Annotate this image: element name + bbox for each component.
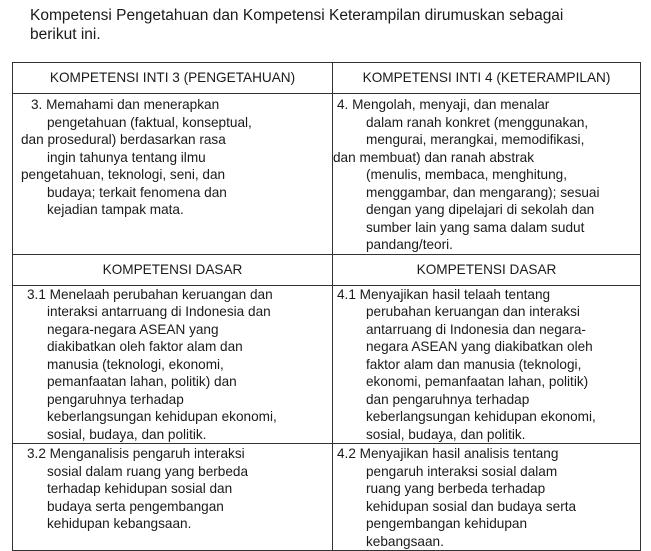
ki3-line: dan prosedural) berdasarkan rasa xyxy=(21,132,226,147)
table-row xyxy=(13,94,641,255)
kd41-line: perubahan keruangan dan interaksi xyxy=(366,304,580,319)
kd32-line: budaya serta pengembangan xyxy=(47,498,224,514)
kd42-line: pengaruh interaksi sosial dalam xyxy=(366,463,558,479)
kd41-line: faktor alam dan manusia (teknologi, xyxy=(366,356,582,372)
kd31-cell xyxy=(13,285,333,444)
kd41-line: sosial, budaya, dan politik. xyxy=(366,426,526,442)
kd42-line: pengembangan kehidupan xyxy=(366,516,528,531)
kd41-line: antarruang di Indonesia dan negara- xyxy=(366,321,586,337)
intro-paragraph xyxy=(30,6,630,44)
kd32-cell xyxy=(13,444,333,551)
kd41-line: 4.1 Menyajikan hasil telaah tentang xyxy=(337,286,551,302)
kd31-line: pemanfaatan lahan, politik) dan xyxy=(47,374,237,389)
ki4-line: 4. Mengolah, menyaji, dan menalar xyxy=(337,97,550,112)
competency-table xyxy=(12,62,641,551)
kd41-line: keberlangsungan kehidupan ekonomi, xyxy=(366,409,596,424)
ki3-cell xyxy=(13,94,333,255)
kd42-line: kehidupan sosial dan budaya serta xyxy=(366,498,577,514)
ki3-line: budaya; terkait fenomena dan xyxy=(47,184,227,200)
kd31-line: manusia (teknologi, ekonomi, xyxy=(47,356,224,372)
kd31-line: keberlangsungan kehidupan ekonomi, xyxy=(47,409,277,424)
table-row xyxy=(13,254,641,285)
ki4-cell xyxy=(333,94,641,255)
kd31-line: 3.1 Menelaah perubahan keruangan dan xyxy=(27,286,273,302)
kd31-line: pengaruhnya terhadap xyxy=(47,391,184,407)
ki4-line: dalam ranah konkret (menggunakan, xyxy=(366,114,589,130)
header-kd-left: KOMPETENSI DASAR xyxy=(13,254,333,285)
ki4-line: dengan yang dipelajari di sekolah dan xyxy=(366,202,595,217)
ki4-line: sumber lain yang sama dalam sudut xyxy=(366,219,585,235)
ki3-line: ingin tahunya tentang ilmu xyxy=(47,149,206,165)
kd42-line: kebangsaan. xyxy=(366,533,444,549)
kd32-line: 3.2 Menganalisis pengaruh interaksi xyxy=(27,446,245,461)
kd42-line: 4.2 Menyajikan hasil analisis tentang xyxy=(337,446,559,461)
ki3-line: pengetahuan (faktual, konseptual, xyxy=(47,114,252,130)
kd32-line: terhadap kehidupan sosial dan xyxy=(47,481,233,496)
ki4-line: (menulis, membaca, menghitung, xyxy=(366,167,567,182)
kd31-line: interaksi antarruang di Indonesia dan xyxy=(47,304,271,319)
kd41-line: ekonomi, pemanfaatan lahan, politik) xyxy=(366,374,589,389)
kd41-line: negara ASEAN yang diakibatkan oleh xyxy=(366,339,593,354)
header-ki4: KOMPETENSI INTI 4 (KETERAMPILAN) xyxy=(333,63,641,94)
ki3-line: kejadian tampak mata. xyxy=(47,202,184,217)
kd31-line: negara-negara ASEAN yang xyxy=(47,321,219,337)
kd32-line: kehidupan kebangsaan. xyxy=(47,516,192,531)
ki4-line: mengurai, merangkai, memodifikasi, xyxy=(366,132,585,147)
table-row xyxy=(13,63,641,94)
intro-line-1: Kompetensi Pengetahuan dan Kompetensi Keterampilan dirumuskan sebagai xyxy=(30,7,564,24)
kd32-line: sosial dalam ruang yang berbeda xyxy=(47,463,249,479)
header-ki3: KOMPETENSI INTI 3 (PENGETAHUAN) xyxy=(13,63,333,94)
ki4-line: menggambar, dan mengarang); sesuai xyxy=(366,184,600,200)
ki4-line: pandang/teori. xyxy=(366,237,453,252)
ki4-line: dan membuat) dan ranah abstrak xyxy=(333,149,535,165)
kd42-line: ruang yang berbeda terhadap xyxy=(366,481,546,496)
kd41-line: dan pengaruhnya terhadap xyxy=(366,391,530,407)
intro-line-2: berikut ini. xyxy=(30,26,101,43)
kd31-line: diakibatkan oleh faktor alam dan xyxy=(47,339,243,354)
kd42-cell xyxy=(333,444,641,551)
table-row xyxy=(13,285,641,444)
kd41-cell xyxy=(333,285,641,444)
ki3-line: pengetahuan, teknologi, seni, dan xyxy=(21,167,226,182)
table-row xyxy=(13,444,641,551)
kd31-line: sosial, budaya, dan politik. xyxy=(47,426,207,442)
ki3-line: 3. Memahami dan menerapkan xyxy=(31,97,220,112)
header-kd-right: KOMPETENSI DASAR xyxy=(333,254,641,285)
